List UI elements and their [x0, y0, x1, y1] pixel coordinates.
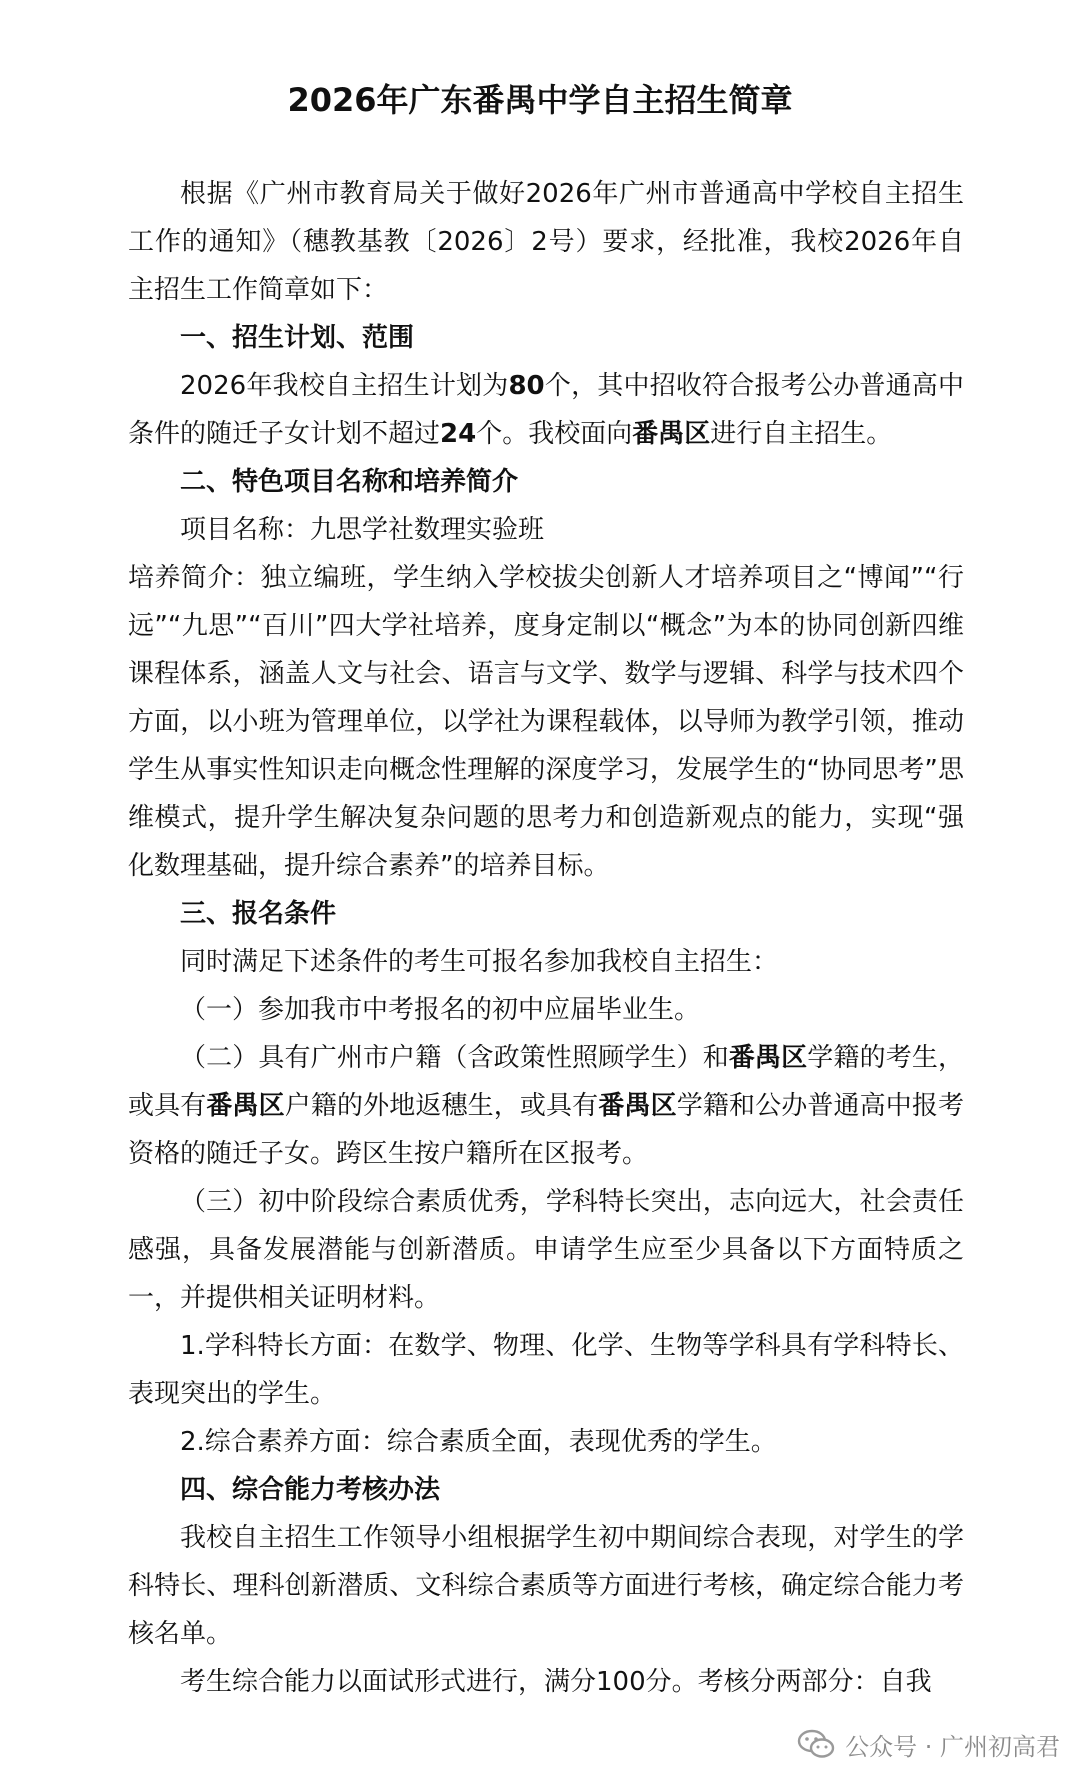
highlight-area: 番禺区	[598, 1091, 677, 1121]
watermark	[797, 1724, 1060, 1764]
highlight-area: 番禺区	[632, 419, 711, 449]
conditions-lead: 同时满足下述条件的考生可报名参加我校自主招生：	[180, 947, 779, 977]
training-intro: 培养简介：独立编班，学生纳入学校拔尖创新人才培养项目之“博闻”“行远”“九思”“百川”四大学社培养，度身定制以“概念”为本的协同创新四维课程体系，涵盖人文与社会、语言与文学、数学与逻辑、科学与技术四个方面，以小班为管理单位，以学社为课程载体，以导师为教学引领，推动学生从事实性知识走向概念性理解的深度学习，发展学生的“协同思考”思维模式，提升学生解决复杂问题的思考力和创造新观点的能力，实现“强化数理基础，提升综合素养”的培养目标。	[128, 563, 964, 881]
highlight-quota: 80	[508, 371, 545, 401]
text-run: 学籍的考生，或具有	[128, 1043, 964, 1121]
condition-2	[128, 1034, 964, 1178]
section-2-heading: 二、特色项目名称和培养简介	[180, 467, 519, 497]
highlight-area: 番禺区	[206, 1091, 285, 1121]
text-run: 个，其中招收符合报考公办普通高中条件的随迁子女计划不超过	[128, 371, 964, 449]
section-4-paragraph-2: 考生综合能力以面试形式进行，满分100分。考核分两部分：自我	[180, 1667, 932, 1697]
section-1-heading: 一、招生计划、范围	[180, 323, 415, 353]
section-4-heading: 四、综合能力考核办法	[180, 1475, 441, 1505]
condition-3: （三）初中阶段综合素质优秀，学科特长突出，志向远大，社会责任感强，具备发展潜能与创新潜质。申请学生应至少具备以下方面特质之一，并提供相关证明材料。	[128, 1187, 964, 1313]
condition-3-item-1: 1.学科特长方面：在数学、物理、化学、生物等学科具有学科特长、表现突出的学生。	[128, 1331, 964, 1409]
highlight-migrant-quota: 24	[440, 419, 477, 449]
section-4-paragraph-1: 我校自主招生工作领导小组根据学生初中期间综合表现，对学生的学科特长、理科创新潜质、文科综合素质等方面进行考核，确定综合能力考核名单。	[128, 1523, 964, 1649]
text-run: 学籍和公办普通高中报考资格的随迁子女。跨区生按户籍所在区报考。	[128, 1091, 964, 1169]
section-3-heading: 三、报名条件	[180, 899, 337, 929]
section-1-paragraph	[128, 362, 964, 458]
text-run: 进行自主招生。	[710, 419, 893, 449]
document-body	[128, 170, 964, 1706]
watermark-text: 公众号 · 广州初高君	[845, 1732, 1060, 1761]
project-name: 项目名称：九思学社数理实验班	[180, 515, 545, 545]
wechat-icon	[797, 1729, 835, 1759]
page-title: 2026年广东番禺中学自主招生简章	[287, 81, 793, 119]
condition-1: （一）参加我市中考报名的初中应届毕业生。	[180, 995, 701, 1025]
text-run: 户籍的外地返穗生，或具有	[284, 1091, 599, 1121]
highlight-area: 番禺区	[728, 1043, 808, 1073]
text-run: 2026年我校自主招生计划为	[180, 371, 509, 401]
text-run: （二）具有广州市户籍（含政策性照顾学生）和	[180, 1043, 729, 1073]
condition-3-item-2: 2.综合素养方面：综合素质全面，表现优秀的学生。	[180, 1427, 777, 1457]
intro-paragraph: 根据《广州市教育局关于做好2026年广州市普通高中学校自主招生工作的通知》（穗教基教〔2026〕2号）要求，经批准，我校2026年自主招生工作简章如下：	[128, 179, 964, 305]
text-run: 个。我校面向	[476, 419, 633, 449]
